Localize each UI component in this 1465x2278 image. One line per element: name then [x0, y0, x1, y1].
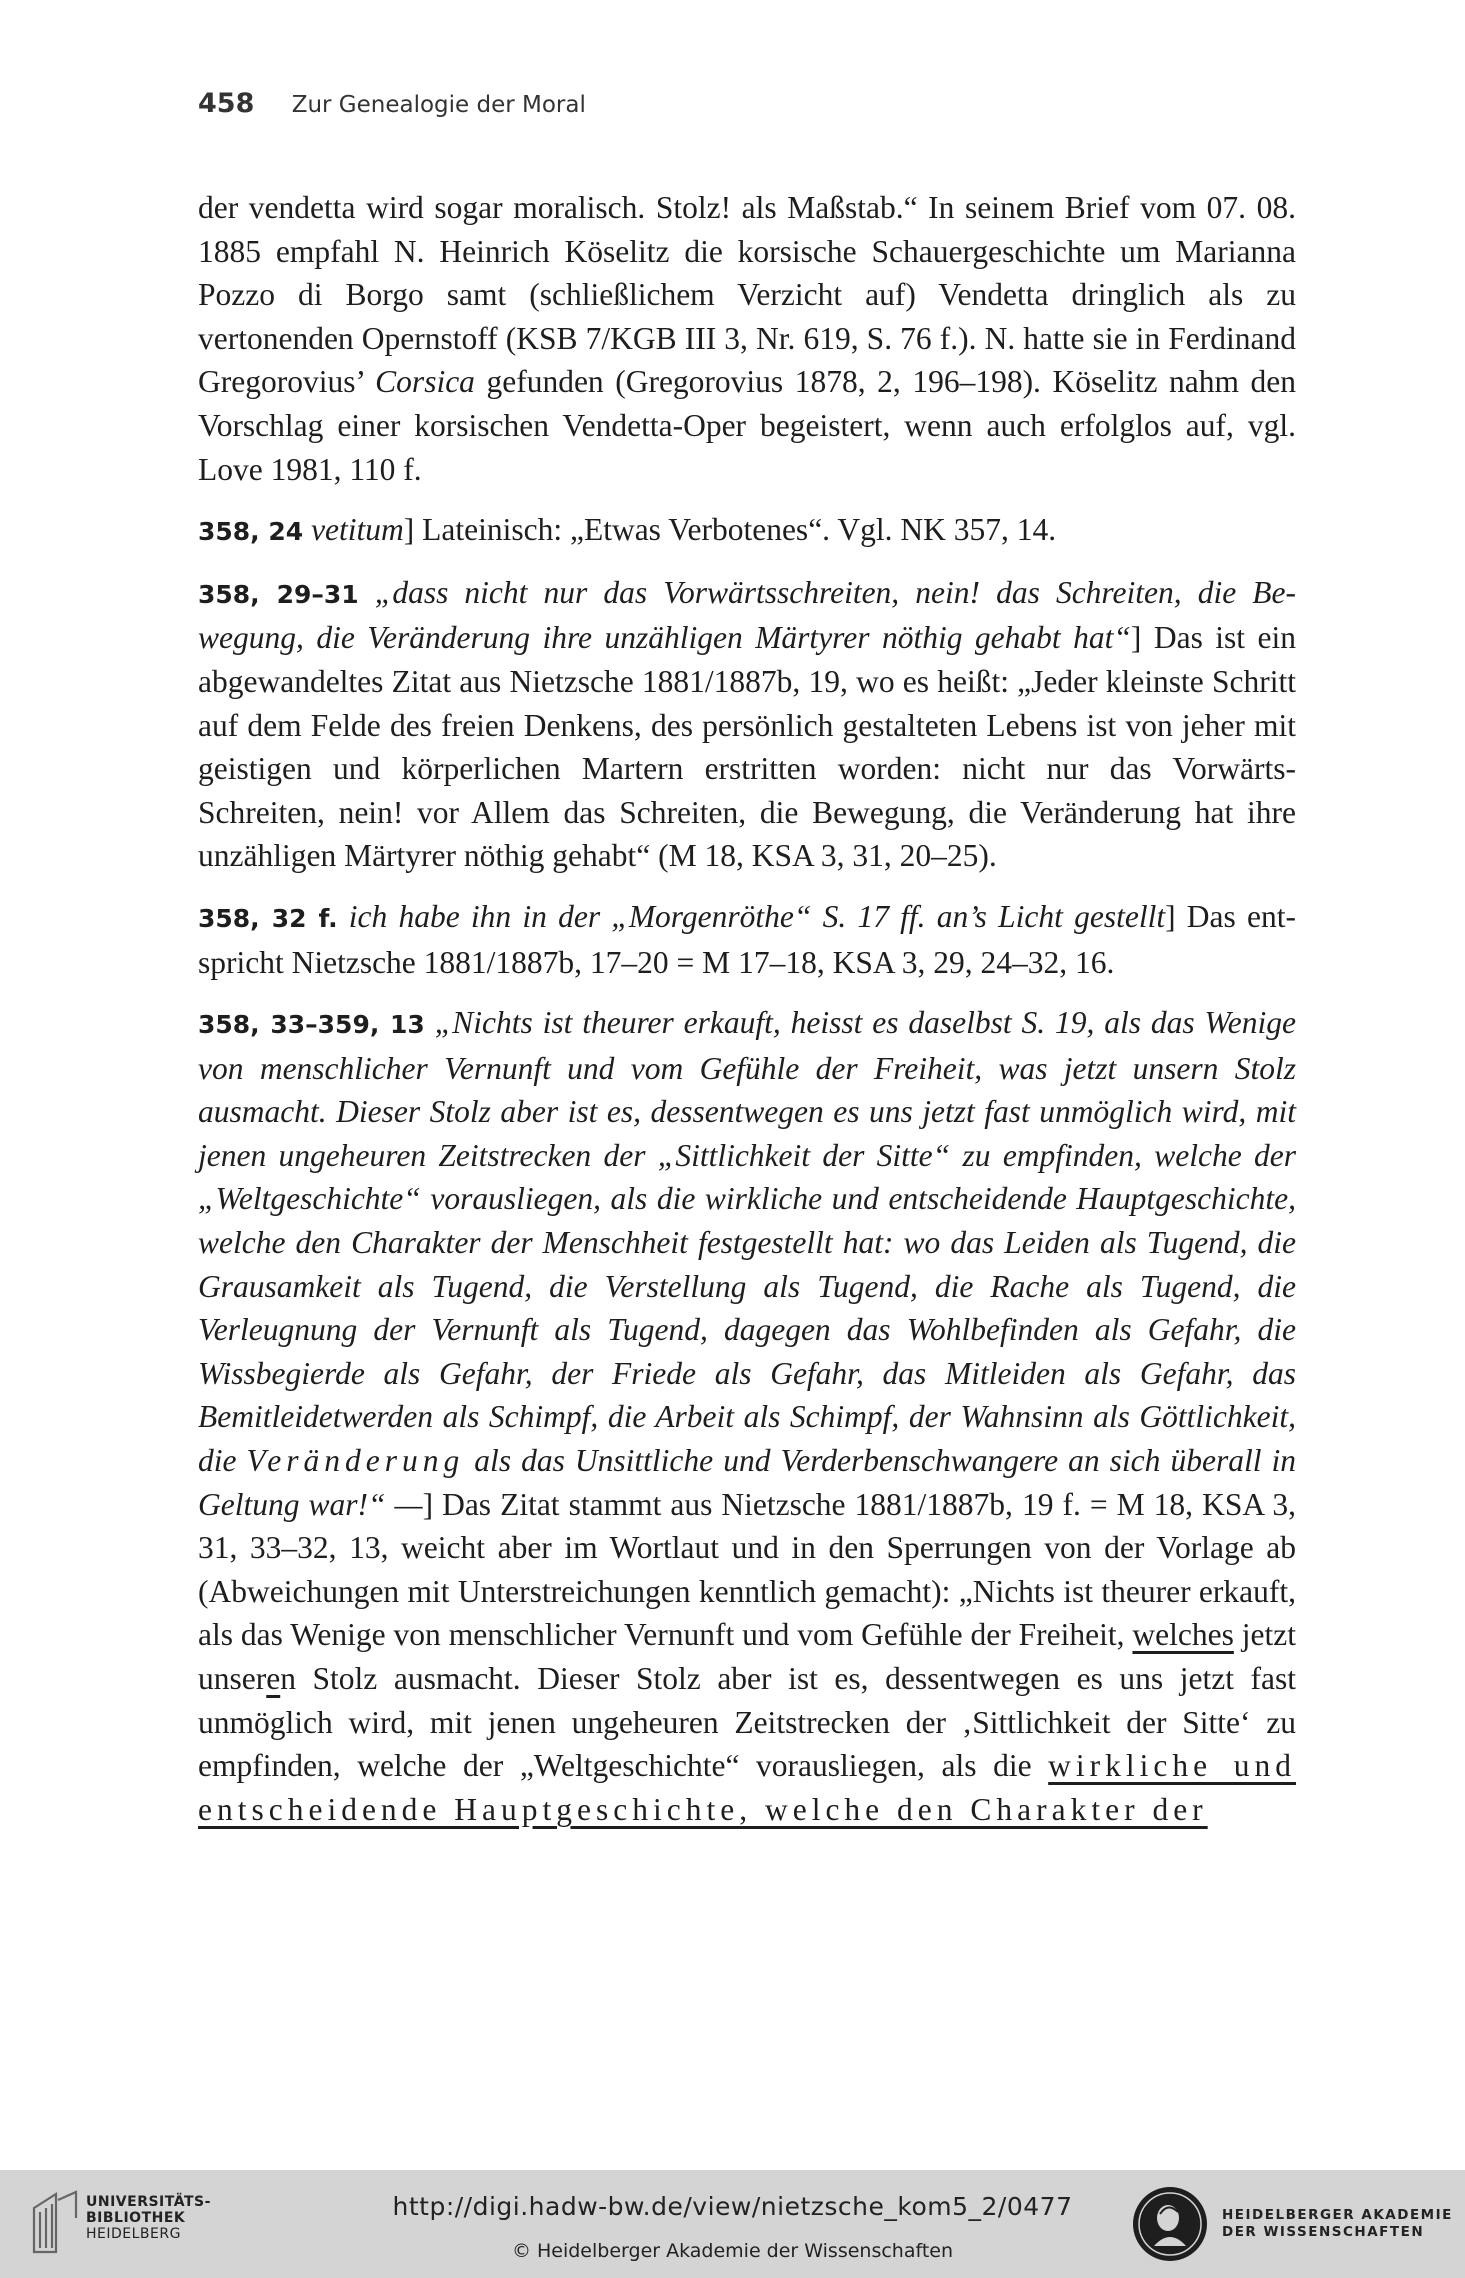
quoted-lemma: ich habe ihn in der „Morgenröthe“ S. 17 ff. an’s Licht gestellt — [348, 898, 1166, 934]
commentary-text — [198, 186, 1296, 1848]
commentary-entry — [198, 508, 1296, 554]
body-text: gefunden (Gregorovius 1878, 2, 196–198). Köselitz nahm den Vorschlag einer korsischen Vendetta-Oper begeistert, wenn auch erfolglos auf, vgl. Love 1981, 110 f. — [198, 364, 1296, 487]
page-number: 458 — [198, 88, 255, 119]
footer-bar — [0, 2170, 1465, 2278]
body-text — [425, 1005, 435, 1040]
academy-name: HEIDELBERGER AKADEMIE DER WISSENSCHAFTEN — [1222, 2207, 1453, 2240]
underlined-deviation: welches — [1132, 1617, 1234, 1653]
body-text — [303, 512, 311, 547]
body-text: ] Lateinisch: „Etwas Verbotenes“. Vgl. NK 357, 14. — [403, 512, 1057, 548]
running-title: Zur Genealogie der Moral — [291, 92, 586, 118]
line-reference: 358, 32 f. — [198, 903, 338, 933]
quoted-lemma: Corsica — [375, 364, 475, 400]
body-text: jetzt unser — [198, 1617, 1296, 1696]
commentary-entry — [198, 895, 1296, 984]
library-name: UNIVERSITÄTS- BIBLIOTHEK HEIDELBERG — [86, 2194, 211, 2242]
underlined-deviation: e — [266, 1661, 281, 1696]
commentary-entry — [198, 1001, 1296, 1831]
line-reference: 358, 24 — [198, 517, 304, 547]
body-text: n Stolz ausmacht. Dieser Stolz aber ist es, dessentwegen es uns jetzt fast unmöglich wird, mit jenen ungeheuren Zeitstrecken der ‚Sittlichkeit der Sitte‘ zu empfinden, welche der „Weltgeschichte“ vorausliegen, als die — [198, 1661, 1296, 1784]
line-reference: 358, 33–359, 13 — [198, 1010, 425, 1040]
digital-copy-url[interactable]: http://digi.hadw-bw.de/view/nietzsche_kom5_2/0477 — [392, 2192, 1073, 2221]
running-header — [198, 88, 586, 119]
spaced-emphasis: Veränderung — [246, 1443, 465, 1479]
commentary-entry — [198, 571, 1296, 878]
body-text: ] Das Zitat stammt aus Nietzsche 1881/1887b, 19 f. = M 18, KSA 3, 31, 33–32, 13, weicht aber im Wortlaut und in den Sperrungen von der Vorlage ab (Abweichungen mit Unterstreichungen kenntlich gemacht): „Nichts ist theurer erkauft, als das Wenige von menschlicher Vernunft und vom Gefühle der Freiheit, — [198, 1486, 1296, 1653]
body-text: ] Das entspricht Nietzsche 1881/1887b, 17–20 = M 17–18, KSA 3, 29, 24–32, 16. — [198, 898, 1296, 980]
quoted-lemma: vetitum — [311, 512, 404, 548]
academy-seal-icon — [1130, 2184, 1210, 2264]
body-text: ] Das ist ein abgewandeltes Zitat aus Nietzsche 1881/1887b, 19, wo es heißt: „Jeder kleinste Schritt auf dem Felde des freien Denkens, des persönlich gestalteten Lebens ist von jeher mit geistigen und körperlichen Martern erstritten worden: nicht nur das Vorwärts-Schreiten, nein! vor Allem das Schreiten, die Bewegung, die Veränderung hat ihre unzähligen Märtyrer nöthig gehabt“ (M 18, KSA 3, 31, 20–25). — [198, 620, 1296, 874]
quoted-lemma: „Nichts ist theurer erkauft, heisst es daselbst S. 19, als das Wenige von menschlicher Vernunft und vom Gefühle der Freiheit, was jetzt unsern Stolz ausmacht. Dieser Stolz aber ist es, dessentwegen es uns jetzt fast unmöglich wird, mit jenen ungeheuren Zeitstrecken der „Sittlichkeit der Sitte“ zu empfinden, welche der „Weltgeschichte“ vorausliegen, als die wirkliche und entscheidende Hauptgeschichte, welche den Charakter der Menschheit festgestellt hat: wo das Leiden als Tugend, die Grausamkeit als Tugend, die Verstellung als Tugend, die Rache als Tugend, die Verleugnung der Vernunft als Tugend, dagegen das Wohlbefinden als Gefahr, die Wissbegierde als Gefahr, der Friede als Gefahr, das Mitleiden als Gefahr, das Bemitleidetwerden als Schimpf, die Arbeit als Schimpf, der Wahnsinn als Göttlichkeit, die — [198, 1005, 1297, 1479]
quoted-lemma: „dass nicht nur das Vorwärtsschreiten, nein! das Schreiten, die Bewegung, die Veränderung ihre unzähligen Märtyrer nöthig gehabt hat“ — [198, 574, 1297, 656]
line-reference: 358, 29–31 — [198, 579, 359, 609]
copyright-notice: © Heidelberger Akademie der Wissenschaften — [511, 2240, 954, 2262]
body-text — [338, 899, 349, 934]
underlined-spaced-deviation: wirkliche und entscheidende Hauptgeschichte, welche den Charakter der — [198, 1748, 1296, 1827]
quoted-lemma: als das Unsittliche und Verderbenschwangere an sich überall in Geltung war!“ — — [198, 1443, 1297, 1522]
continued-paragraph — [198, 186, 1296, 491]
body-text: der vendetta wird sogar moralisch. Stolz! als Maßstab.“ In seinem Brief vom 07. 08. 1885 empfahl N. Heinrich Köselitz die korsische Schauergeschichte um Marianna Pozzo di Borgo samt (schließlichem Verzicht auf) Vendetta dringlich als zu vertonenden Opernstoff (KSB 7/KGB III 3, Nr. 619, S. 76 f.). N. hatte sie in Ferdinand Gregorovius’ — [198, 190, 1296, 400]
body-text — [359, 575, 375, 610]
